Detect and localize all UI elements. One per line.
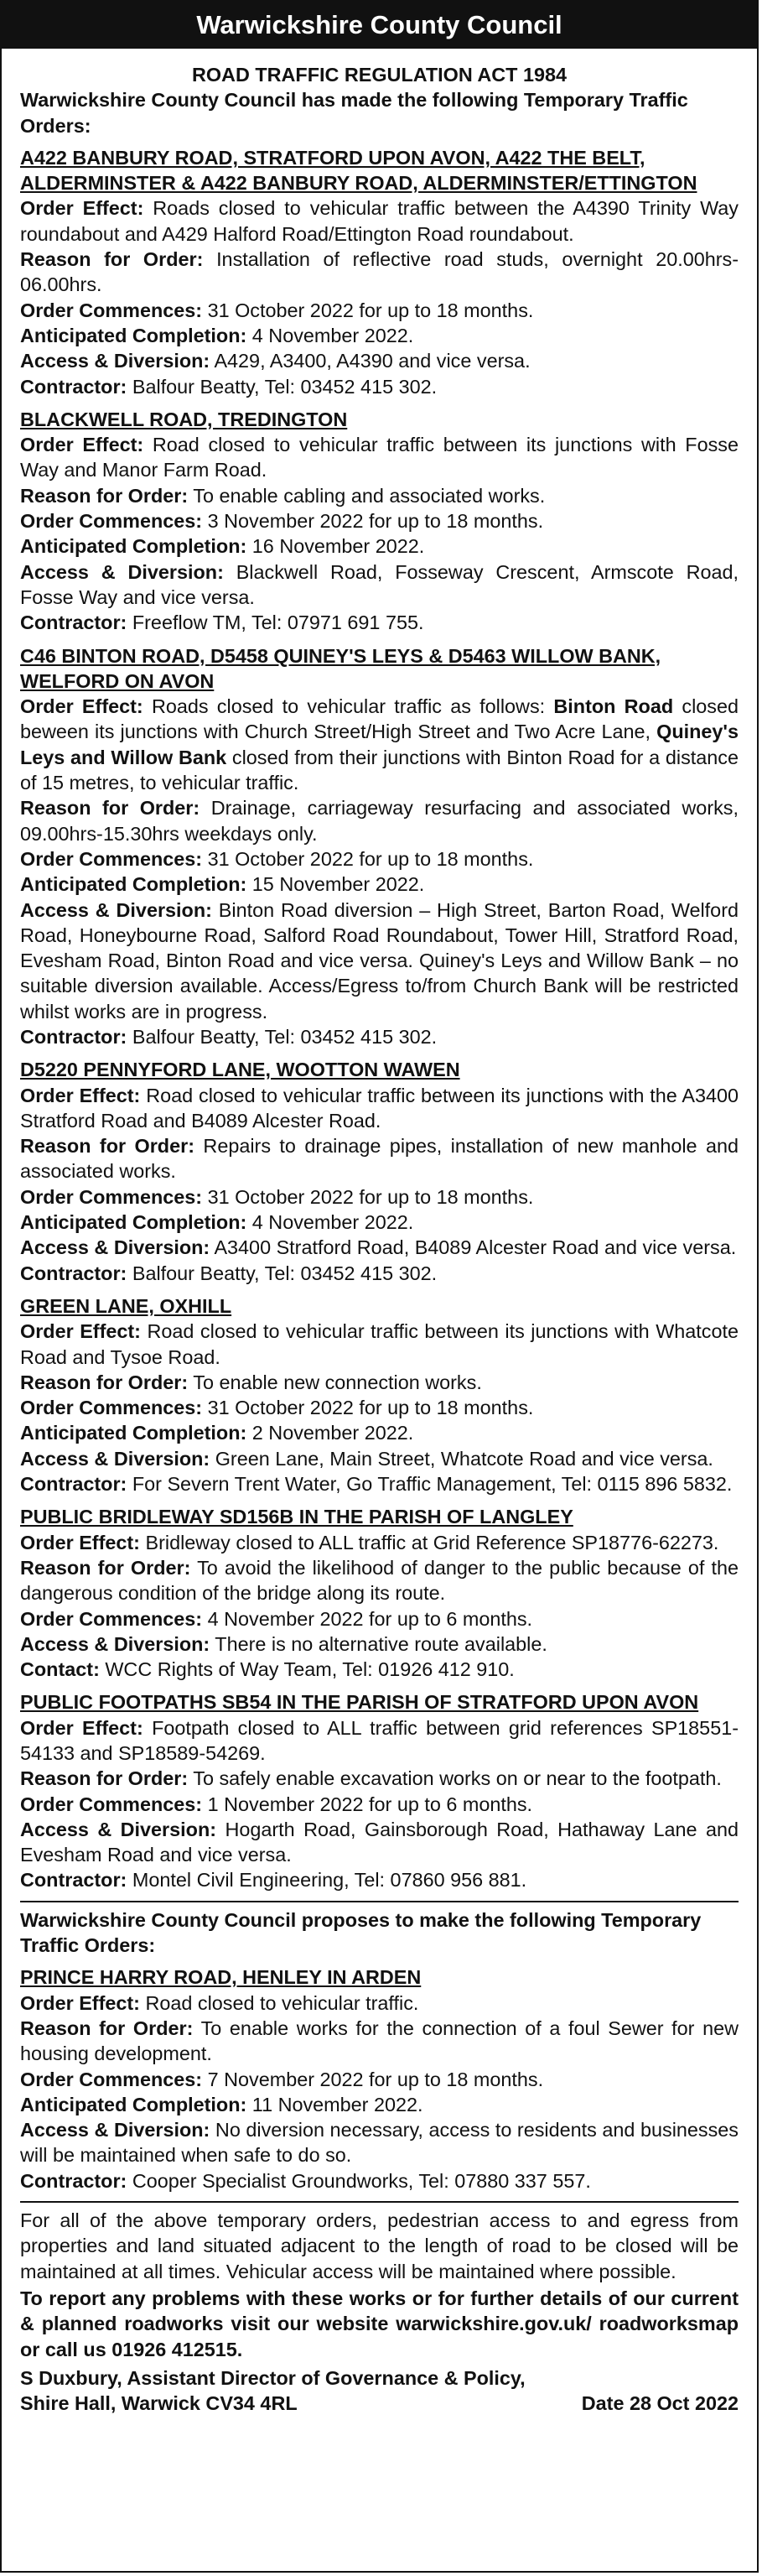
order-access-label: Access & Diversion: xyxy=(20,2119,210,2141)
pedestrian-access-note: For all of the above temporary orders, pedestrian access to and egress from properties and land situated adjacent to the length of road to be closed will be maintained at all times. Vehicular access will be maintained where possible. xyxy=(20,2209,739,2282)
order-completion-label: Anticipated Completion: xyxy=(20,1422,247,1444)
order-contractor xyxy=(20,374,739,399)
order-effect-label: Order Effect: xyxy=(20,1084,141,1106)
order-commences xyxy=(20,1184,739,1210)
order-contractor xyxy=(20,1867,739,1892)
act-title: ROAD TRAFFIC REGULATION ACT 1984 xyxy=(191,64,568,86)
order-commences-text: 31 October 2022 for up to 18 months. xyxy=(207,1397,534,1419)
order-contractor-label: Contractor: xyxy=(20,1262,127,1284)
signatory xyxy=(20,2365,526,2417)
order-reason xyxy=(20,1370,739,1395)
order-reason-text: Installation of reflective road studs, overnight 20.00hrs-06.00hrs. xyxy=(20,248,739,296)
order-effect-label: Order Effect: xyxy=(20,434,144,456)
order-pennyford-lane xyxy=(20,1057,739,1286)
order-access-text: A429, A3400, A4390 and vice versa. xyxy=(214,350,531,372)
order-access xyxy=(20,898,739,1024)
order-effect-text: Road closed to vehicular traffic. xyxy=(145,1991,419,2014)
order-contractor-label: Contractor: xyxy=(20,1025,127,1048)
order-commences-label: Order Commences: xyxy=(20,2068,203,2090)
section-divider xyxy=(20,1901,739,1902)
order-contractor xyxy=(20,1024,739,1049)
order-commences-label: Order Commences: xyxy=(20,1607,203,1630)
order-access-label: Access & Diversion: xyxy=(20,1818,217,1840)
order-effect xyxy=(20,195,739,247)
footer-divider xyxy=(20,2201,739,2203)
order-footpaths-stratford xyxy=(20,1689,739,1892)
order-completion-label: Anticipated Completion: xyxy=(20,1211,247,1234)
order-reason-label: Reason for Order: xyxy=(20,1135,194,1158)
order-prince-harry-road xyxy=(20,1965,739,2194)
order-title: A422 BANBURY ROAD, STRATFORD UPON AVON, A422 THE BELT, ALDERMINSTER & A422 BANBURY ROAD, ALDERMINSTER/ETTINGTON xyxy=(20,146,697,195)
order-access xyxy=(20,348,739,373)
order-contractor xyxy=(20,1471,739,1496)
signature-block xyxy=(20,2365,739,2417)
order-access-label: Access & Diversion: xyxy=(20,560,224,583)
order-reason-label: Reason for Order: xyxy=(20,1556,191,1579)
order-reason-text: To enable works for the connection of a foul Sewer for new housing development. xyxy=(20,2017,739,2065)
order-effect xyxy=(20,1319,739,1370)
order-completion xyxy=(20,872,739,897)
order-completion xyxy=(20,533,739,559)
order-contractor-text: For Severn Trent Water, Go Traffic Management, Tel: 0115 896 5832. xyxy=(132,1473,733,1496)
order-contractor xyxy=(20,610,739,635)
order-commences-label: Order Commences: xyxy=(20,1793,203,1815)
order-reason-label: Reason for Order: xyxy=(20,248,204,271)
order-access-label: Access & Diversion: xyxy=(20,898,212,921)
order-effect xyxy=(20,1083,739,1134)
order-completion xyxy=(20,2092,739,2117)
order-access xyxy=(20,1446,739,1471)
order-title: PUBLIC BRIDLEWAY SD156B IN THE PARISH OF LANGLEY xyxy=(20,1506,573,1528)
order-contractor-label: Contractor: xyxy=(20,375,127,398)
order-access-label: Access & Diversion: xyxy=(20,1236,210,1259)
report-problems-note: To report any problems with these works or for further details of our current & planned roadworks visit our website warwickshire.gov.uk/ roadworksmap or call us 01926 412515. xyxy=(20,2287,739,2360)
order-reason-text: To safely enable excavation works on or near to the footpath. xyxy=(193,1767,722,1790)
order-contractor-text: Freeflow TM, Tel: 07971 691 755. xyxy=(132,611,424,634)
order-completion xyxy=(20,1210,739,1235)
intro-made: Warwickshire County Council has made the following Temporary Traffic Orders: xyxy=(20,89,688,137)
order-access xyxy=(20,1817,739,1868)
signatory-address: Shire Hall, Warwick CV34 4RL xyxy=(20,2392,298,2415)
order-effect-road-binton: Binton Road xyxy=(553,695,674,718)
order-contact xyxy=(20,1657,739,1682)
order-completion-label: Anticipated Completion: xyxy=(20,873,247,896)
order-blackwell-road xyxy=(20,407,739,636)
order-commences-text: 7 November 2022 for up to 18 months. xyxy=(207,2068,544,2090)
order-commences xyxy=(20,1395,739,1420)
order-access-label: Access & Diversion: xyxy=(20,1447,210,1470)
order-reason-label: Reason for Order: xyxy=(20,484,189,507)
order-reason xyxy=(20,795,739,846)
order-contact-text: WCC Rights of Way Team, Tel: 01926 412 910. xyxy=(105,1658,515,1681)
order-title: C46 BINTON ROAD, D5458 QUINEY'S LEYS & D5463 WILLOW BANK, WELFORD ON AVON xyxy=(20,644,661,692)
order-completion-text: 15 November 2022. xyxy=(251,873,425,896)
order-completion-text: 2 November 2022. xyxy=(251,1422,414,1444)
order-reason xyxy=(20,483,739,508)
order-commences-label: Order Commences: xyxy=(20,1185,203,1208)
order-commences-label: Order Commences: xyxy=(20,1397,203,1419)
order-effect xyxy=(20,694,739,795)
order-title: PUBLIC FOOTPATHS SB54 IN THE PARISH OF STRATFORD UPON AVON xyxy=(20,1691,699,1714)
order-reason-text: To enable cabling and associated works. xyxy=(193,484,546,507)
order-commences xyxy=(20,298,739,323)
order-access-text: A3400 Stratford Road, B4089 Alcester Road and vice versa. xyxy=(214,1236,737,1259)
order-commences xyxy=(20,846,739,872)
order-effect-label: Order Effect: xyxy=(20,1531,140,1553)
signatory-name: S Duxbury, Assistant Director of Governance & Policy, xyxy=(20,2366,526,2389)
order-completion-text: 4 November 2022. xyxy=(251,1211,414,1234)
order-completion-text: 16 November 2022. xyxy=(251,535,425,558)
order-reason-text: To enable new connection works. xyxy=(193,1371,482,1393)
order-completion-label: Anticipated Completion: xyxy=(20,324,247,346)
order-effect-intro: Roads closed to vehicular traffic as follows: xyxy=(151,695,554,718)
order-reason xyxy=(20,1766,739,1791)
order-contractor-text: Balfour Beatty, Tel: 03452 415 302. xyxy=(132,1262,438,1284)
order-title: GREEN LANE, OXHILL xyxy=(20,1294,232,1317)
order-reason xyxy=(20,1133,739,1184)
order-effect xyxy=(20,1991,739,2016)
order-reason-text: To avoid the likelihood of danger to the public because of the dangerous condition of the bridge along its route. xyxy=(20,1556,739,1605)
order-access xyxy=(20,1235,739,1260)
order-completion-text: 4 November 2022. xyxy=(251,324,414,346)
order-bridleway-langley xyxy=(20,1504,739,1682)
order-access xyxy=(20,559,739,611)
order-contractor xyxy=(20,1261,739,1286)
order-access-text: Green Lane, Main Street, Whatcote Road and vice versa. xyxy=(215,1447,713,1470)
order-reason-text: Drainage, carriageway resurfacing and associated works, 09.00hrs-15.30hrs weekdays only. xyxy=(20,797,739,845)
order-commences-text: 31 October 2022 for up to 18 months. xyxy=(207,1185,534,1208)
notice-date: Date 28 Oct 2022 xyxy=(581,2392,739,2415)
order-commences xyxy=(20,1606,739,1631)
council-banner xyxy=(2,2,757,49)
order-completion-label: Anticipated Completion: xyxy=(20,2093,247,2115)
order-reason xyxy=(20,1555,739,1606)
order-access-label: Access & Diversion: xyxy=(20,1632,210,1655)
order-effect-end: closed from their junctions with Binton Road for a distance of 15 metres, to vehicular traffic. xyxy=(20,746,739,794)
order-commences-text: 31 October 2022 for up to 18 months. xyxy=(207,299,534,321)
order-reason xyxy=(20,247,739,298)
order-green-lane xyxy=(20,1293,739,1496)
order-reason-text: Repairs to drainage pipes, installation of new manhole and associated works. xyxy=(20,1135,739,1183)
order-title: BLACKWELL ROAD, TREDINGTON xyxy=(20,408,348,430)
order-contractor-label: Contractor: xyxy=(20,1473,127,1496)
order-commences xyxy=(20,1792,739,1817)
order-effect-road-quineys: Quiney's Leys and Willow Bank xyxy=(20,721,739,768)
order-access xyxy=(20,1631,739,1657)
order-a422-banbury-road xyxy=(20,145,739,399)
order-contractor xyxy=(20,2168,739,2194)
order-contractor-label: Contractor: xyxy=(20,2169,127,2192)
order-reason-label: Reason for Order: xyxy=(20,797,200,820)
order-commences-text: 4 November 2022 for up to 6 months. xyxy=(207,1607,533,1630)
order-effect-label: Order Effect: xyxy=(20,1320,141,1343)
order-commences xyxy=(20,2067,739,2092)
order-commences-label: Order Commences: xyxy=(20,299,203,321)
order-reason xyxy=(20,2016,739,2067)
order-commences-label: Order Commences: xyxy=(20,847,203,870)
order-commences-text: 3 November 2022 for up to 18 months. xyxy=(207,510,544,533)
order-contractor-text: Montel Civil Engineering, Tel: 07860 956 881. xyxy=(132,1869,527,1892)
order-effect-label: Order Effect: xyxy=(20,695,143,718)
order-contractor-label: Contractor: xyxy=(20,1869,127,1892)
order-effect-text: Road closed to vehicular traffic between its junctions with Fosse Way and Manor Farm Road. xyxy=(20,434,739,481)
order-commences-text: 1 November 2022 for up to 6 months. xyxy=(207,1793,533,1815)
order-effect-text: Road closed to vehicular traffic between its junctions with Whatcote Road and Tysoe Road. xyxy=(20,1320,739,1368)
order-title: PRINCE HARRY ROAD, HENLEY IN ARDEN xyxy=(20,1966,422,1989)
order-effect-middle: closed beween its junctions with Church Street/High Street and Two Acre Lane, xyxy=(20,695,739,743)
council-name: Warwickshire County Council xyxy=(196,10,562,39)
order-effect-text: Bridleway closed to ALL traffic at Grid Reference SP18776-62273. xyxy=(145,1531,719,1553)
order-effect-text: Footpath closed to ALL traffic between grid references SP18551-54133 and SP18589-54269. xyxy=(20,1716,739,1764)
order-access-label: Access & Diversion: xyxy=(20,350,210,372)
order-access-text: No diversion necessary, access to residents and businesses will be maintained when safe to do so. xyxy=(20,2119,739,2167)
order-effect-text: Road closed to vehicular traffic between its junctions with the A3400 Stratford Road and B4089 Alcester Road. xyxy=(20,1084,739,1132)
order-access xyxy=(20,2117,739,2168)
intro-proposed: Warwickshire County Council proposes to make the following Temporary Traffic Orders: xyxy=(20,1908,702,1957)
order-contractor-text: Cooper Specialist Groundworks, Tel: 07880 337 557. xyxy=(132,2169,591,2192)
order-effect-label: Order Effect: xyxy=(20,1716,143,1739)
order-effect xyxy=(20,432,739,483)
order-commences-label: Order Commences: xyxy=(20,510,203,533)
order-commences xyxy=(20,508,739,533)
order-contact-label: Contact: xyxy=(20,1658,100,1681)
order-contractor-label: Contractor: xyxy=(20,611,127,634)
order-commences-text: 31 October 2022 for up to 18 months. xyxy=(207,847,534,870)
order-reason-label: Reason for Order: xyxy=(20,1371,189,1393)
order-title: D5220 PENNYFORD LANE, WOOTTON WAWEN xyxy=(20,1059,460,1081)
order-effect-text: Roads closed to vehicular traffic between the A4390 Trinity Way roundabout and A429 Halford Road/Ettington Road roundabout. xyxy=(20,197,739,245)
order-completion xyxy=(20,323,739,348)
order-effect xyxy=(20,1715,739,1767)
order-access-text: There is no alternative route available. xyxy=(215,1632,547,1655)
notice-body xyxy=(2,49,757,2416)
order-contractor-text: Balfour Beatty, Tel: 03452 415 302. xyxy=(132,375,438,398)
order-binton-road xyxy=(20,643,739,1050)
order-effect-label: Order Effect: xyxy=(20,1991,140,2014)
order-reason-label: Reason for Order: xyxy=(20,1767,189,1790)
order-access-text: Blackwell Road, Fosseway Crescent, Armscote Road, Fosse Way and vice versa. xyxy=(20,560,739,608)
order-effect xyxy=(20,1530,739,1555)
order-reason-label: Reason for Order: xyxy=(20,2017,194,2039)
order-effect-label: Order Effect: xyxy=(20,197,144,220)
order-completion-label: Anticipated Completion: xyxy=(20,535,247,558)
order-access-text: Hogarth Road, Gainsborough Road, Hathaway Lane and Evesham Road and vice versa. xyxy=(20,1818,739,1866)
order-completion-text: 11 November 2022. xyxy=(251,2093,423,2115)
order-access-text: Binton Road diversion – High Street, Barton Road, Welford Road, Honeybourne Road, Salford Road Roundabout, Tower Hill, Stratford Road, Evesham Road, Binton Road and vice versa. Quiney's Leys and Willow Bank – no suitable diversion available. Access/Egress to/from Church Bank will be restricted whilst works are in progress. xyxy=(20,898,739,1023)
order-completion xyxy=(20,1420,739,1445)
order-contractor-text: Balfour Beatty, Tel: 03452 415 302. xyxy=(132,1025,438,1048)
